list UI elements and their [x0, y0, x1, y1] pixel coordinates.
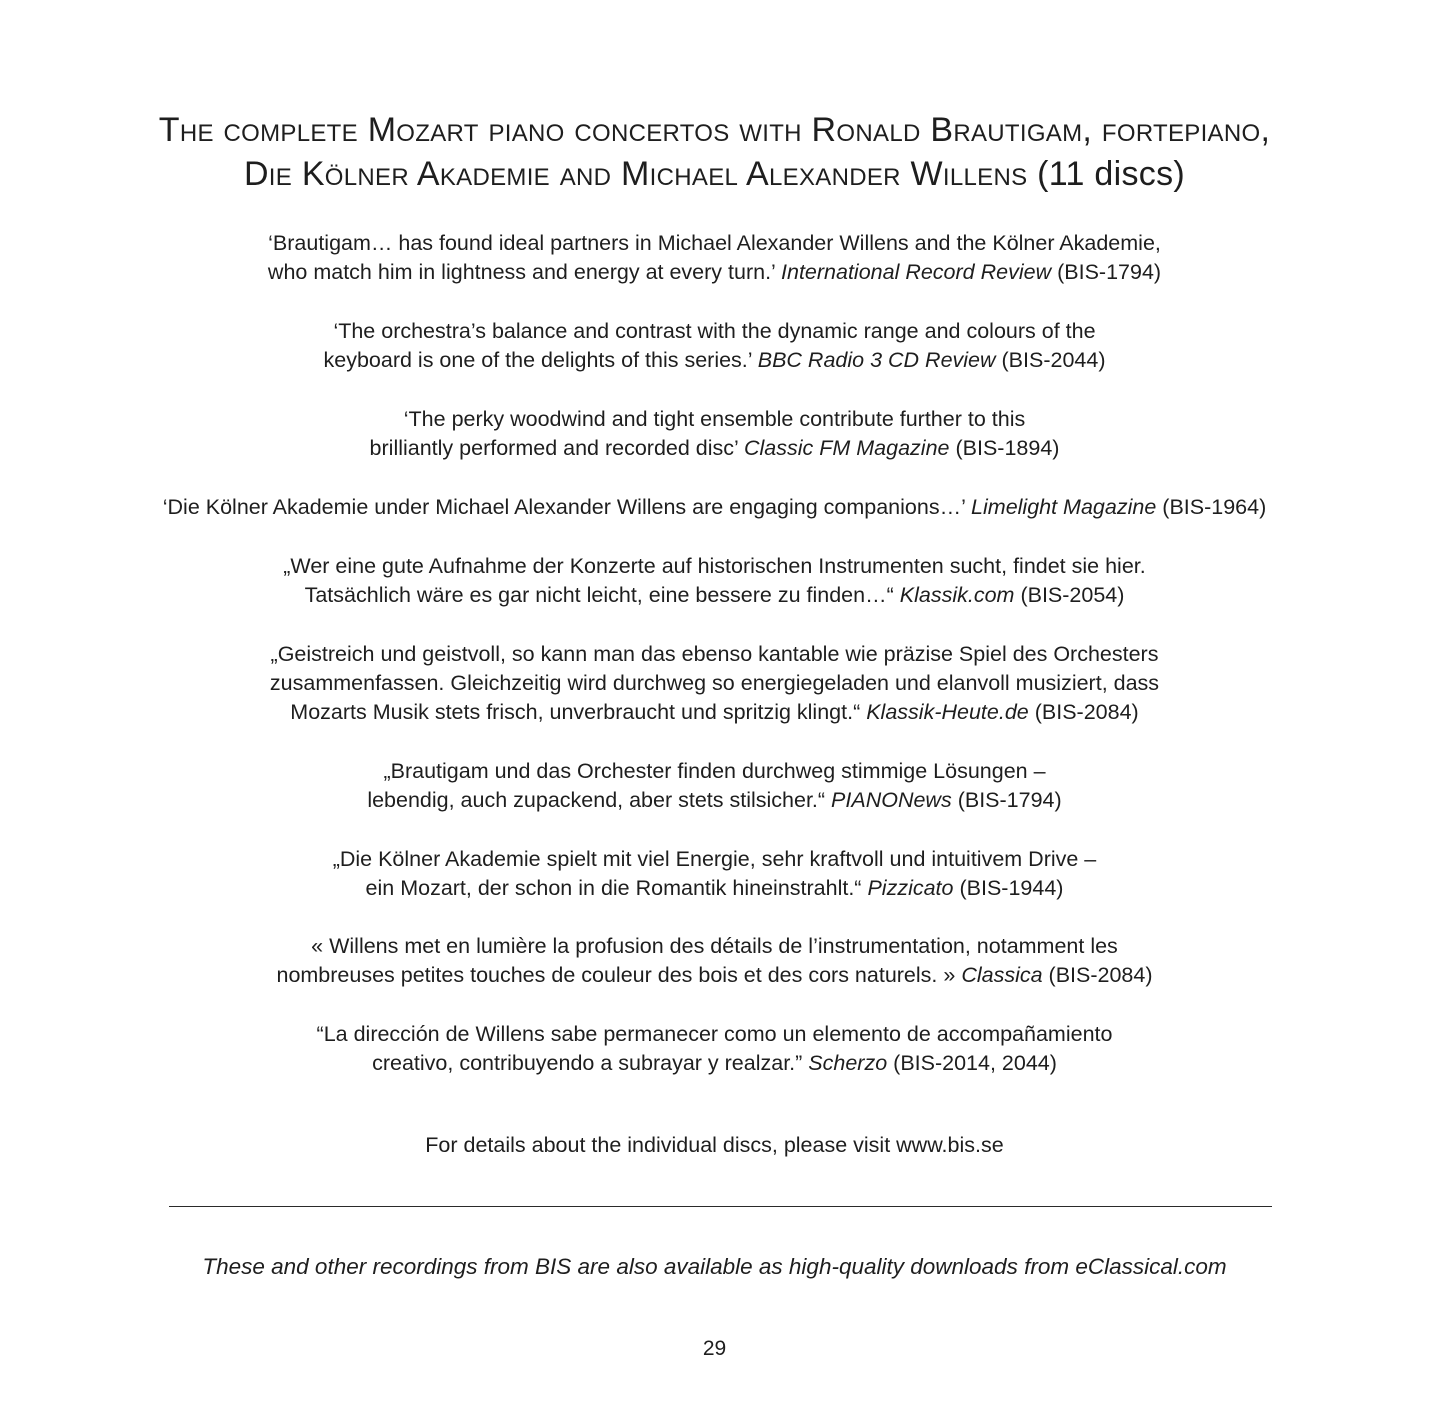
- review-quote: [40, 845, 1389, 903]
- review-quote: [40, 552, 1389, 610]
- quote-line: „Wer eine gute Aufnahme der Konzerte auf historischen Instrumenten sucht, findet sie hier.: [283, 554, 1146, 578]
- review-quote: [40, 229, 1389, 287]
- quote-catalog: (BIS-2084): [1048, 963, 1153, 987]
- quote-line: „Die Kölner Akademie spielt mit viel Energie, sehr kraftvoll und intuitivem Drive –: [332, 847, 1097, 871]
- review-quote: [40, 1020, 1389, 1078]
- review-quote: [40, 405, 1389, 463]
- quote-catalog: (BIS-1964): [1162, 495, 1267, 519]
- quote-source: Classica: [961, 963, 1043, 987]
- quote-line: zusammenfassen. Gleichzeitig wird durchweg so energiegeladen und elanvoll musiziert, dass: [269, 671, 1160, 695]
- quote-line: lebendig, auch zupackend, aber stets stilsicher.“ PIANONews (BIS-1794): [367, 788, 1062, 812]
- review-quote: [40, 493, 1389, 522]
- quote-line: who match him in lightness and energy at every turn.’ International Record Review (BIS-1794): [267, 260, 1162, 284]
- quote-source: Klassik-Heute.de: [866, 700, 1029, 724]
- page-number: 29: [702, 1337, 727, 1360]
- page-title-line-2: [40, 152, 1389, 196]
- quote-line: ‘The orchestra’s balance and contrast with the dynamic range and colours of the: [333, 319, 1096, 343]
- title-text-2: Die Kölner Akademie and Michael Alexander Willens: [243, 155, 1028, 193]
- divider-rule: [169, 1206, 1272, 1207]
- quote-line: creativo, contribuyendo a subrayar y realzar.” Scherzo (BIS-2014, 2044): [372, 1051, 1057, 1075]
- quote-line: „Geistreich und geistvoll, so kann man das ebenso kantable wie präzise Spiel des Orchesters: [270, 642, 1159, 666]
- review-quote: [40, 317, 1389, 375]
- quote-line: nombreuses petites touches de couleur des bois et des cors naturels. » Classica (BIS-2084): [276, 963, 1153, 987]
- quote-catalog: (BIS-2084): [1034, 700, 1139, 724]
- downloads-note: These and other recordings from BIS are also available as high-quality downloads from eClassical.com: [202, 1254, 1227, 1279]
- title-disc-count: (11 discs): [1037, 155, 1186, 193]
- quote-line: Mozarts Musik stets frisch, unverbraucht und spritzig klingt.“ Klassik-Heute.de (BIS-2084): [290, 700, 1139, 724]
- quote-line: brilliantly performed and recorded disc’ Classic FM Magazine (BIS-1894): [369, 436, 1060, 460]
- quote-line: Tatsächlich wäre es gar nicht leicht, eine bessere zu finden…“ Klassik.com (BIS-2054): [304, 583, 1125, 607]
- title-text-1: The complete Mozart piano concertos with Ronald Brautigam, fortepiano,: [158, 111, 1271, 149]
- page-title-line-1: [40, 108, 1389, 152]
- quote-source: PIANONews: [831, 788, 952, 812]
- quote-source: Limelight Magazine: [971, 495, 1157, 519]
- quote-line: “La dirección de Willens sabe permanecer como un elemento de accompañamiento: [316, 1022, 1113, 1046]
- quote-source: Pizzicato: [867, 876, 954, 900]
- quote-line: „Brautigam und das Orchester finden durchweg stimmige Lösungen –: [383, 759, 1046, 783]
- quote-catalog: (BIS-2054): [1020, 583, 1125, 607]
- review-quote: [40, 640, 1389, 727]
- quote-catalog: (BIS-1894): [955, 436, 1060, 460]
- quote-catalog: (BIS-1944): [959, 876, 1064, 900]
- quote-line: ‘Brautigam… has found ideal partners in Michael Alexander Willens and the Kölner Akademie,: [268, 231, 1161, 255]
- review-quote: [40, 932, 1389, 990]
- quote-catalog: (BIS-1794): [957, 788, 1062, 812]
- quote-line: keyboard is one of the delights of this series.’ BBC Radio 3 CD Review (BIS-2044): [323, 348, 1106, 372]
- quote-line: ein Mozart, der schon in die Romantik hineinstrahlt.“ Pizzicato (BIS-1944): [365, 876, 1064, 900]
- quote-line: ‘The perky woodwind and tight ensemble contribute further to this: [403, 407, 1026, 431]
- quote-source: International Record Review: [781, 260, 1052, 284]
- quote-catalog: (BIS-1794): [1057, 260, 1162, 284]
- quote-line: ‘Die Kölner Akademie under Michael Alexander Willens are engaging companions…’ Limelight Magazine (BIS-1964): [162, 495, 1267, 519]
- quote-source: Scherzo: [808, 1051, 888, 1075]
- quote-catalog: (BIS-2044): [1001, 348, 1106, 372]
- quote-line: « Willens met en lumière la profusion des détails de l’instrumentation, notamment les: [311, 934, 1118, 958]
- quote-catalog: (BIS-2014, 2044): [893, 1051, 1057, 1075]
- quote-source: BBC Radio 3 CD Review: [757, 348, 996, 372]
- quote-source: Classic FM Magazine: [744, 436, 950, 460]
- details-note: For details about the individual discs, please visit www.bis.se: [425, 1133, 1004, 1157]
- review-quote: [40, 757, 1389, 815]
- quote-source: Klassik.com: [899, 583, 1015, 607]
